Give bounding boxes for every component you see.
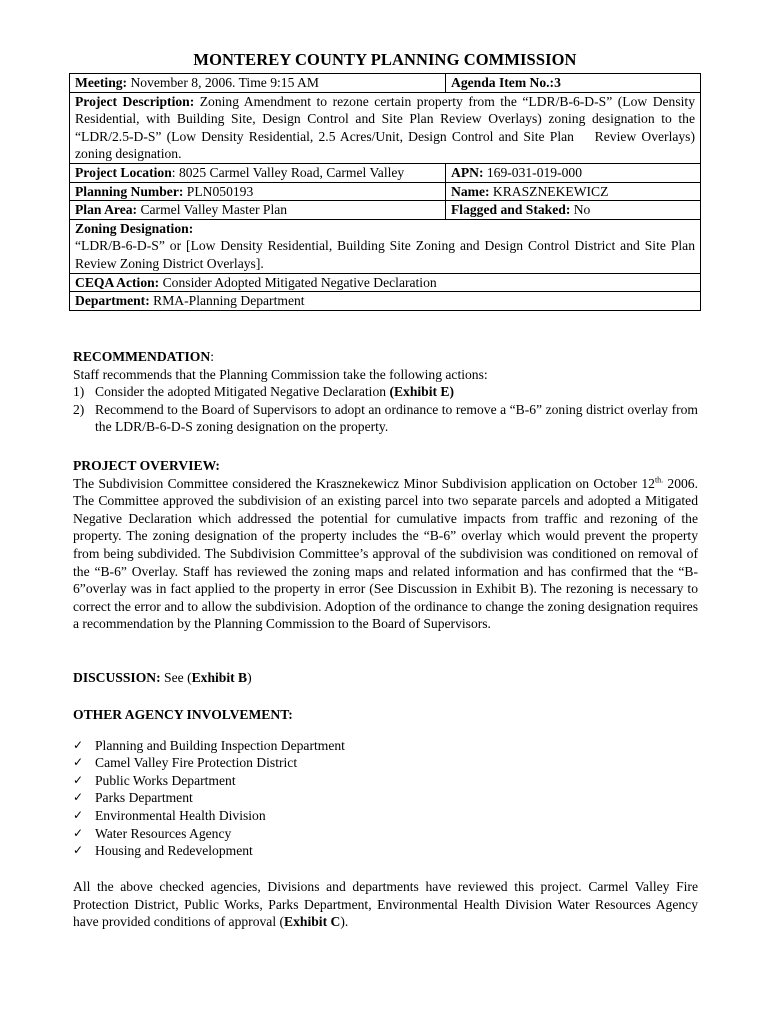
table-row — [70, 74, 701, 93]
table-row — [70, 273, 701, 292]
checkmark-icon: ✓ — [73, 772, 84, 787]
overview-paragraph — [73, 475, 698, 633]
checkmark-icon: ✓ — [73, 737, 84, 752]
list-item-number: 2) — [73, 401, 85, 417]
project-location-value: : 8025 Carmel Valley Road, Carmel Valley — [171, 164, 405, 180]
project-description-cell — [70, 92, 701, 163]
exhibit-c-ref: Exhibit C — [284, 914, 341, 930]
agency-name: Housing and Redevelopment — [95, 843, 253, 859]
apn-value: 169-031-019-000 — [483, 164, 583, 180]
recommendation-list — [73, 383, 698, 436]
agency-name: Water Resources Agency — [95, 825, 232, 841]
list-item — [73, 401, 698, 436]
discussion-heading: DISCUSSION: — [73, 670, 161, 685]
agenda-label: Agenda Item No.:3 — [451, 75, 561, 90]
closing-text: All the above checked agencies, Divisions and departments have reviewed this project. Carmel Valley Fire Protection District, Public Works, Parks Department, Environmental Health Division Water Resources Agency have provided conditions of approval ( — [73, 879, 698, 930]
checkmark-icon: ✓ — [73, 755, 84, 770]
flagged-value: No — [570, 202, 591, 218]
meeting-value: November 8, 2006. Time 9:15 AM — [127, 75, 319, 90]
discussion-text: See ( — [160, 670, 192, 685]
agency-name: Environmental Health Division — [95, 807, 266, 823]
agency-name: Public Works Department — [95, 772, 236, 788]
meeting-cell — [70, 74, 446, 93]
checkmark-icon: ✓ — [73, 843, 84, 858]
page-title: MONTEREY COUNTY PLANNING COMMISSION — [193, 50, 577, 69]
apn-label: APN: — [451, 164, 484, 180]
closing-paragraph — [73, 878, 698, 931]
department-cell — [70, 292, 701, 311]
name-label: Name: — [451, 183, 490, 199]
agenda-cell — [446, 74, 701, 93]
agency-name: Camel Valley Fire Protection District — [95, 755, 298, 771]
list-item — [73, 789, 698, 807]
meeting-label: Meeting: — [75, 75, 128, 90]
list-item-text: Recommend to the Board of Supervisors to adopt an ordinance to remove a “B-6” zoning district overlay from the LDR/B-6-D-S zoning designation on the property. — [95, 401, 698, 435]
name-cell — [446, 182, 701, 201]
list-item — [73, 842, 698, 860]
flagged-label: Flagged and Staked: — [451, 202, 571, 218]
list-item — [73, 825, 698, 843]
table-row — [70, 163, 701, 182]
overview-heading: PROJECT OVERVIEW: — [73, 458, 220, 473]
exhibit-e-ref: (Exhibit E) — [389, 384, 455, 400]
overview-text-end: 2006. The Committee approved the subdivision of an existing parcel into two separate parcels and adopted a Mitigated Negative Declaration which addressed the potential for cumulative impacts from traffic and rezoning of the property. The zoning designation of the property includes the “B-6” overlay which would prevent the property from being subdivided. The Subdivision Committee’s approval of the subdivision was conditioned on removal of the “B-6” Overlay. Staff has reviewed the zoning maps and related information and has confirmed that the “B-6”overlay was in fact applied to the property in error (See Discussion in Exhibit B). The rezoning is necessary to correct the error and to allow the subdivision. Adoption of the ordinance to change the zoning designation requires a recommendation by the Planning Commission to the Board of Supervisors. — [73, 475, 698, 632]
project-overview-section — [73, 457, 698, 633]
checkmark-icon: ✓ — [73, 825, 84, 840]
checkmark-icon: ✓ — [73, 807, 84, 822]
zoning-label: Zoning Designation: — [75, 220, 194, 236]
exhibit-b-ref: Exhibit B — [191, 670, 248, 685]
list-item — [73, 807, 698, 825]
ceqa-value: Consider Adopted Mitigated Negative Declaration — [159, 274, 437, 290]
ceqa-cell — [70, 273, 701, 292]
recommendation-intro: Staff recommends that the Planning Commission take the following actions: — [73, 366, 488, 382]
list-item-text: Consider the adopted Mitigated Negative Declaration — [95, 384, 390, 400]
discussion-section — [73, 669, 698, 687]
agency-name: Parks Department — [95, 790, 193, 806]
closing-text-end: ). — [340, 914, 349, 930]
table-row — [70, 292, 701, 311]
plan-area-value: Carmel Valley Master Plan — [137, 202, 288, 218]
agency-name: Planning and Building Inspection Department — [95, 737, 345, 753]
department-value: RMA-Planning Department — [149, 293, 305, 309]
list-item — [73, 383, 698, 401]
overview-superscript: th. — [654, 475, 664, 485]
flagged-cell — [446, 201, 701, 220]
checkmark-icon: ✓ — [73, 790, 84, 805]
project-info-table — [69, 73, 701, 311]
discussion-text-end: ) — [247, 670, 252, 685]
agency-list — [73, 737, 698, 860]
department-label: Department: — [75, 293, 150, 309]
project-location-label: Project Location — [75, 164, 172, 180]
recommendation-heading: RECOMMENDATION — [73, 349, 211, 364]
list-item-number: 1) — [73, 384, 85, 400]
plan-area-label: Plan Area: — [75, 202, 138, 218]
ceqa-label: CEQA Action: — [75, 274, 160, 290]
table-row — [70, 92, 701, 163]
table-row — [70, 219, 701, 273]
zoning-value: “LDR/B-6-D-S” or [Low Density Residential, Building Site Zoning and Design Control District and Site Plan Review Zoning District Overlays]. — [75, 238, 695, 271]
recommendation-section — [73, 348, 698, 436]
plan-area-cell — [70, 201, 446, 220]
zoning-cell — [70, 219, 701, 273]
apn-cell — [446, 163, 701, 182]
list-item — [73, 772, 698, 790]
project-description-value: Zoning Amendment to rezone certain property from the “LDR/B-6-D-S” (Low Density Residential, with Building Site, Design Control and Site Plan Review Overlays) zoning designation to the “LDR/2.5-D-S” (Low Density Residential, 2.5 Acres/Unit, Design Control and Site Plan Review Overlays) zoning designation. — [75, 93, 699, 162]
agency-heading: OTHER AGENCY INVOLVEMENT: — [73, 707, 293, 722]
project-location-cell — [70, 163, 446, 182]
overview-text-start: The Subdivision Committee considered the Krasznekewicz Minor Subdivision application on October 12 — [73, 475, 655, 491]
name-value: KRASZNEKEWICZ — [489, 183, 609, 199]
planning-number-value: PLN050193 — [183, 183, 254, 199]
planning-number-cell — [70, 182, 446, 201]
project-description-label: Project Description: — [75, 93, 195, 109]
table-row — [70, 201, 701, 220]
planning-number-label: Planning Number: — [75, 183, 184, 199]
agency-section — [73, 706, 698, 860]
table-row — [70, 182, 701, 201]
list-item — [73, 754, 698, 772]
list-item — [73, 737, 698, 755]
recommendation-heading-colon: : — [210, 349, 214, 364]
